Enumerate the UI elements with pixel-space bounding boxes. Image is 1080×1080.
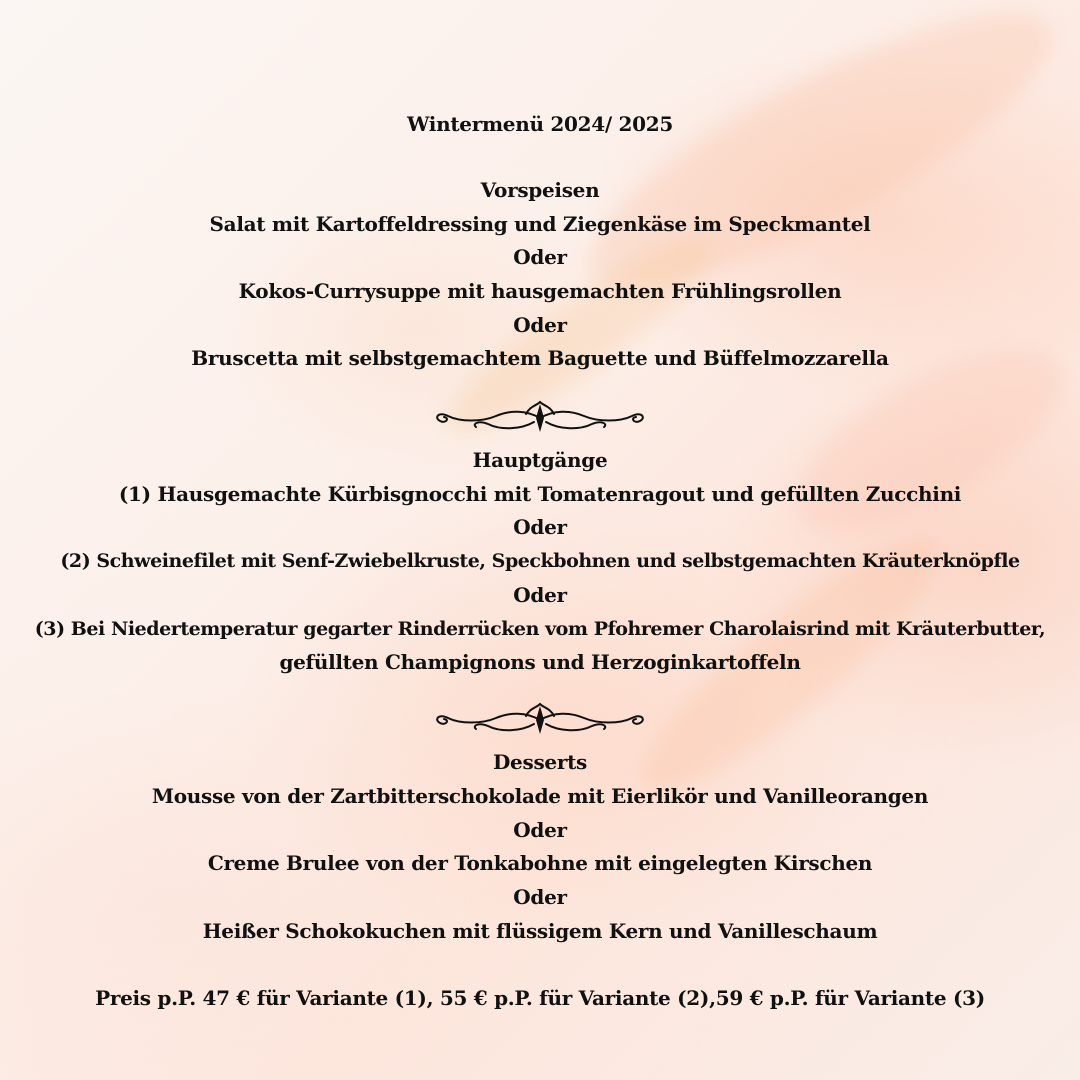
or-separator: Oder	[513, 885, 567, 909]
starter-item: Salat mit Kartoffeldressing und Ziegenkäse im Speckmantel	[209, 212, 871, 236]
menu-title: Wintermenü 2024/ 2025	[407, 112, 673, 136]
starter-item: Bruscetta mit selbstgemachtem Baguette und Büffelmozzarella	[191, 346, 889, 370]
price-info: Preis p.P. 47 € für Variante (1), 55 € p.P. für Variante (2),59 € p.P. für Variante (3)	[95, 986, 985, 1010]
or-separator: Oder	[513, 583, 567, 607]
starters-heading: Vorspeisen	[480, 178, 600, 202]
or-separator: Oder	[513, 818, 567, 842]
mains-heading: Hauptgänge	[472, 448, 608, 472]
ornamental-divider-icon	[430, 702, 650, 738]
desserts-heading: Desserts	[493, 750, 587, 774]
main-item-continuation: gefüllten Champignons und Herzoginkartoffeln	[279, 650, 801, 674]
main-item: (3) Bei Niedertemperatur gegarter Rinderrücken vom Pfohremer Charolaisrind mit Kräuterbutter,	[34, 618, 1046, 640]
dessert-item: Heißer Schokokuchen mit flüssigem Kern und Vanilleschaum	[202, 919, 878, 943]
or-separator: Oder	[513, 515, 567, 539]
main-item: (1) Hausgemachte Kürbisgnocchi mit Tomatenragout und gefüllten Zucchini	[118, 482, 962, 506]
dessert-item: Creme Brulee von der Tonkabohne mit eingelegten Kirschen	[207, 851, 873, 875]
ornamental-divider-icon	[430, 400, 650, 436]
main-item: (2) Schweinefilet mit Senf-Zwiebelkruste, Speckbohnen und selbstgemachten Kräuterknöpfle	[60, 550, 1020, 572]
dessert-item: Mousse von der Zartbitterschokolade mit Eierlikör und Vanilleorangen	[151, 784, 929, 808]
starter-item: Kokos-Currysuppe mit hausgemachten Frühlingsrollen	[238, 279, 842, 303]
or-separator: Oder	[513, 245, 567, 269]
or-separator: Oder	[513, 313, 567, 337]
